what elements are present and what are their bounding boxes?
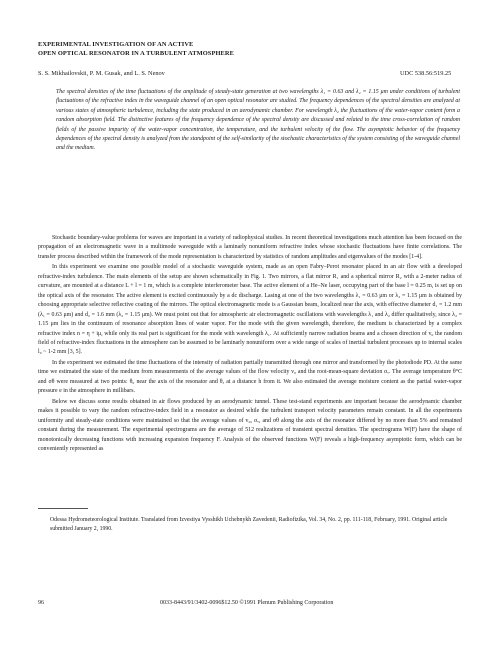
paragraph-2: In this experiment we examine one possible model of a stochastic waveguide system, made as an open Fabry–Perot resonator placed in an air flow with a developed refractive-index turbulence. The main elements of the setup are shown schematically in Fig. 1. Two mirrors, a flat mirror R₁ and a spherical mirror R₂ with a 2-meter radius of curvature, are mounted at a distance L + l = 1 m, which is a complete interferometer base. The active element of a He–Ne laser, occupying part of the base l = 0.25 m, is set up on the optical axis of the resonator. The active element is excited continuously by a dc discharge. Lasing at one of the two wavelengths λ₁ = 0.63 μm or λ₂ = 1.15 μm is obtained by choosing appropriate selective reflective coating of the mirrors. The optical electromagnetic mode is a Gaussian beam, localized near the axis, with effective diameter d₁ = 1.2 mm (λ₁ = 0.63 μm) and d₂ = 1.6 mm (λ₂ = 1.15 μm). We must point out that for atmospheric air electromagnetic oscillations with wavelengths λ₁ and λ₂ differ qualitatively, since λ₂ = 1.15 μm lies in the continuum of resonance absorption lines of water vapor. For the mode with the given wavelength, therefore, the medium is characterized by a complex refractive index n = η + iμ, while only its real part is significant for the mode with wavelength λ₁. At sufficiently narrow radiation beams and a chosen direction of v₀ the random field of refractive-index fluctuations in the atmosphere can be assumed to be laminarly nonuniform over a wide range of scales of inertial turbulent processes up to internal scales l₀ ~ 1-2 mm [3, 5]. <box>38 264 462 356</box>
copyright-line: 0033-8443/91/3402-0096$12.50 ©1991 Plenum Publishing Corporation <box>160 600 334 606</box>
footnote: Odessa Hydrometeorological Institute. Translated from Izvestiya Vysshikh Uchebnykh Zavedenii, Radiofizika, Vol. 34, No. 2, pp. 111-118, February, 1991. Original article submitted January 2, 1990. <box>50 517 448 533</box>
title-line-1: EXPERIMENTAL INVESTIGATION OF AN ACTIVE <box>38 41 194 48</box>
page-number: 96 <box>38 600 44 606</box>
body-text <box>38 234 462 455</box>
paragraph-4: Below we discuss some results obtained in air flows produced by an aerodynamic tunnel. These test-stand experiments are important because the aerodynamic chamber makes it possible to vary the random refractive-index field in a resonator as desired while the turbulent transport velocity parameters remain constant. In all the experiments uniformity and steady-state conditions were maintained so that the average values of v₀, σᵥ, and σθ along the axis of the resonator differed by no more than 5% and remained constant during the measurement. The experimental spectrograms are the average of 512 realizations of transient spectral densities. The spectrograms W(F) have the shape of monotonically decreasing functions with increasing expansion frequency F. Analysis of the observed functions W(F) reveals a high-frequency asymptotic form, which can be conveniently represented as <box>38 398 462 452</box>
title-line-2: OPEN OPTICAL RESONATOR IN A TURBULENT ATMOSPHERE <box>38 50 234 57</box>
paragraph-1: Stochastic boundary-value problems for waves are important in a variety of radiophysical studies. In recent theoretical investigations much attention has been focused on the propagation of an electromagnetic wave in a multimode waveguide with a laminarly nonuniform refractive index whose stochastic fluctuations have finite correlations. The transfer process described within the framework of the mode representation is characterized by statistics of random amplitudes and eigenvalues of the modes [1-4]. <box>38 235 462 260</box>
authors: S. S. Mikhailovskii, P. M. Gusak, and L. S. Nenov <box>38 70 165 77</box>
footnote-divider <box>38 508 88 509</box>
article-title <box>38 40 458 58</box>
abstract: The spectral densities of the time fluctuations of the amplitude of steady-state generation at two wavelengths λ₁ = 0.63 and λ₂ = 1.15 μm under conditions of turbulent fluctuations of the refractive index in the waveguide channel of an open optical resonator are studied. The frequency dependences of the spectral densities are analyzed at various states of atmospheric turbulence, including the state produced in an aerodynamic chamber. For wavelength λ₂ the fluctuations of the water-vapor content form a random absorption field. The distinctive features of the frequency dependence of the spectral density are discussed and related to the time cross-correlation of random fields of the passive impurity of the water-vapor concentration, the temperature, and the turbulent velocity of the flow. The asymptotic behavior of the frequency dependences of the spectral density is analyzed from the standpoint of the self-similarity of the stochastic characteristics of the system consisting of the waveguide channel and the medium. <box>56 89 460 152</box>
paragraph-3: In the experiment we estimated the time fluctuations of the intensity of radiation partially transmitted through one mirror and transformed by the photodiode PD. At the same time we estimated the state of the medium from measurements of the average values of the flow velocity v₀ and the root-mean-square deviation σᵥ. The average temperature θ°C and σθ were measured at two points: θ₀ near the axis of the resonator and θₐ at a distance h from it. We also estimated the average moisture content as the partial water-vapor pressure e in the atmosphere in millibars. <box>38 359 462 395</box>
udc-code: UDC 538.56:519.25 <box>400 70 452 77</box>
